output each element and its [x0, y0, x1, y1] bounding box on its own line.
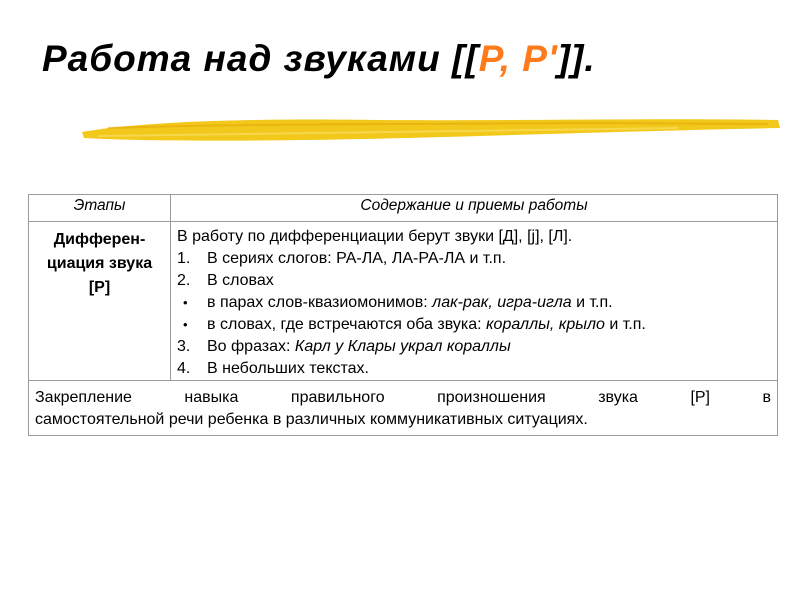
stage-cell: Дифферен-циация звука [Р] [29, 222, 171, 381]
yellow-brush-stroke-divider [78, 112, 784, 146]
list-item-tail: и т.п. [571, 294, 613, 311]
list-item-text: В небольших текстах. [207, 360, 369, 377]
list-item-text: В словах [207, 272, 274, 289]
header-stages: Этапы [29, 195, 171, 222]
title-open-bracket: [[ [452, 38, 479, 79]
list-marker: 1. [177, 250, 191, 267]
table-row [29, 381, 778, 436]
list-item-text: в парах слов-квазиомонимов: [207, 294, 433, 311]
list-item-example: кораллы, крыло [485, 316, 605, 333]
list-marker: 3. [177, 338, 191, 355]
speech-therapy-plan-table [28, 194, 778, 436]
list-item-example: Карл у Клары украл кораллы [294, 338, 511, 355]
table-header-row [29, 195, 778, 222]
list-item-example: лак-рак, игра-игла [432, 294, 572, 311]
table-row [29, 222, 778, 381]
title-text: Работа над звуками [42, 38, 453, 79]
steps-list [177, 248, 771, 380]
list-item-text: В сериях слогов: РА-ЛА, ЛА-РА-ЛА и т.п. [207, 250, 507, 267]
content-cell [171, 222, 778, 381]
list-marker: 4. [177, 360, 191, 377]
list-item [177, 248, 771, 270]
header-content: Содержание и приемы работы [171, 195, 778, 222]
consolidation-line-1: Закрепление навыка правильного произношения звука [Р] в [35, 389, 771, 406]
list-item [177, 292, 771, 314]
list-marker: 2. [177, 272, 191, 289]
bullet-marker: • [183, 295, 188, 310]
list-item [177, 336, 771, 358]
list-item [177, 314, 771, 336]
list-item [177, 358, 771, 380]
title-close-bracket: ]]. [557, 38, 596, 79]
list-item [177, 270, 771, 292]
title-sounds: Р, Р' [478, 38, 558, 79]
intro-text: В работу по дифференциации берут звуки [Д], [j], [Л]. [177, 228, 573, 245]
list-item-tail: и т.п. [604, 316, 646, 333]
bullet-marker: • [183, 317, 188, 332]
list-item-text: в словах, где встречаются оба звука: [207, 316, 486, 333]
consolidation-cell [29, 381, 778, 436]
list-item-text: Во фразах: [207, 338, 295, 355]
slide-title [42, 38, 596, 80]
consolidation-line-2: самостоятельной речи ребенка в различных коммуникативных ситуациях. [35, 411, 588, 428]
